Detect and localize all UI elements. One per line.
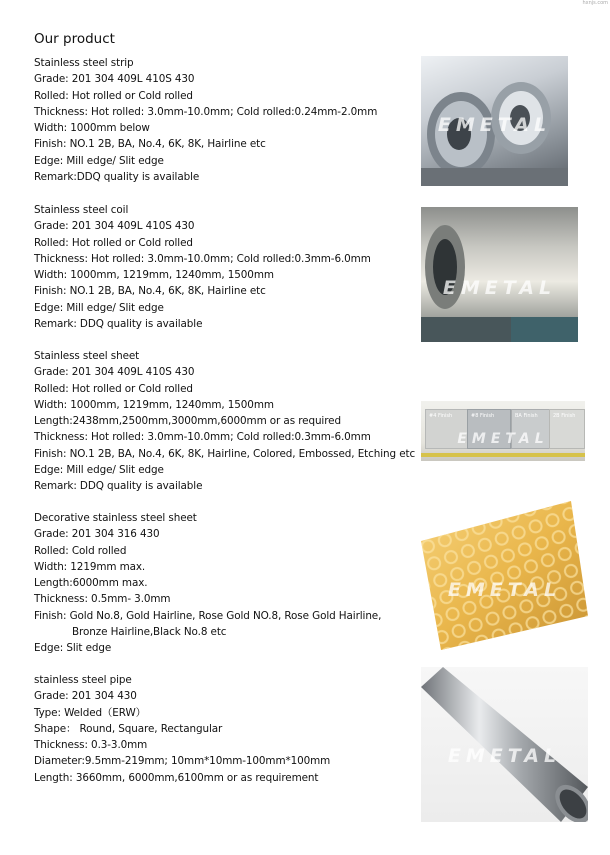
sheet-finishes-photo <box>421 401 585 461</box>
watermark: EMETAL <box>457 431 549 447</box>
product-title: Stainless steel strip <box>34 57 134 69</box>
strip-photo <box>421 56 568 186</box>
spec-grade: Grade: 201 304 409L 410S 430 <box>34 220 195 233</box>
spec-rolled: Rolled: Cold rolled <box>34 544 127 557</box>
watermark: EMETAL <box>442 277 557 299</box>
finish-sample-8: #8 Finish <box>467 409 511 449</box>
spec-length: Length: 3660mm, 6000mm,6100mm or as requirement <box>34 771 319 784</box>
spec-finish-continued: Bronze Hairline,Black No.8 etc <box>72 626 227 639</box>
corner-mark: hxnjs.com <box>582 0 608 6</box>
gold-sheet-image <box>421 501 588 650</box>
spec-grade: Grade: 201 304 409L 410S 430 <box>34 366 195 379</box>
spec-remark: Remark: DDQ quality is available <box>34 318 203 331</box>
spec-rolled: Rolled: Hot rolled or Cold rolled <box>34 236 193 249</box>
watermark: EMETAL <box>447 579 562 601</box>
spec-edge: Edge: Mill edge/ Slit edge <box>34 154 164 167</box>
finish-sample-ba: BA Finish <box>511 409 551 449</box>
decorative-sheet-photo <box>421 501 588 650</box>
spec-remark: Remark:DDQ quality is available <box>34 171 200 184</box>
watermark: EMETAL <box>447 745 562 767</box>
product-decorative-sheet <box>34 510 381 657</box>
spec-finish: Finish: NO.1 2B, BA, No.4, 6K, 8K, Hairline, Colored, Embossed, Etching etc <box>34 447 416 460</box>
spec-type: Type: Welded（ERW） <box>34 706 146 719</box>
spec-shape: Shape： Round, Square, Rectangular <box>34 722 223 735</box>
product-title: stainless steel pipe <box>34 674 132 686</box>
spec-finish: Finish: Gold No.8, Gold Hairline, Rose Gold NO.8, Rose Gold Hairline, <box>34 609 382 622</box>
pipe-photo <box>421 667 588 822</box>
spec-length: Length:2438mm,2500mm,3000mm,6000mm or as required <box>34 415 341 428</box>
spec-thickness: Thickness: Hot rolled: 3.0mm-10.0mm; Cold rolled:0.3mm-6.0mm <box>34 431 371 444</box>
product-title: Stainless steel sheet <box>34 350 140 362</box>
spec-finish: Finish: NO.1 2B, BA, No.4, 6K, 8K, Hairline etc <box>34 285 266 298</box>
spec-thickness: Thickness: Hot rolled: 3.0mm-10.0mm; Cold rolled:0.24mm-2.0mm <box>34 105 378 118</box>
spec-thickness: Thickness: 0.5mm- 3.0mm <box>34 593 171 606</box>
spec-diameter: Diameter:9.5mm-219mm; 10mm*10mm-100mm*100mm <box>34 755 331 768</box>
spec-edge: Edge: Mill edge/ Slit edge <box>34 301 164 314</box>
spec-thickness: Thickness: 0.3-3.0mm <box>34 739 148 752</box>
finish-sample-4: #4 Finish <box>425 409 469 449</box>
finish-sample-2b: 2B Finish <box>549 409 585 449</box>
spec-rolled: Rolled: Hot rolled or Cold rolled <box>34 89 193 102</box>
yellow-strip <box>421 453 585 457</box>
spec-width: Width: 1000mm, 1219mm, 1240mm, 1500mm <box>34 269 274 282</box>
spec-rolled: Rolled: Hot rolled or Cold rolled <box>34 382 193 395</box>
spec-grade: Grade: 201 304 430 <box>34 690 137 703</box>
coil-photo <box>421 207 578 342</box>
spec-grade: Grade: 201 304 316 430 <box>34 528 160 541</box>
spec-width: Width: 1000mm below <box>34 122 150 135</box>
page-title: Our product <box>34 31 115 47</box>
watermark: EMETAL <box>437 114 552 136</box>
product-sheet <box>34 348 415 495</box>
product-coil <box>34 202 371 332</box>
spec-thickness: Thickness: Hot rolled: 3.0mm-10.0mm; Cold rolled:0.3mm-6.0mm <box>34 252 371 265</box>
spec-length: Length:6000mm max. <box>34 577 148 590</box>
spec-grade: Grade: 201 304 409L 410S 430 <box>34 73 195 86</box>
spec-finish: Finish: NO.1 2B, BA, No.4, 6K, 8K, Hairline etc <box>34 138 266 151</box>
spec-width: Width: 1000mm, 1219mm, 1240mm, 1500mm <box>34 398 274 411</box>
coil-image <box>421 207 578 342</box>
spec-edge: Edge: Mill edge/ Slit edge <box>34 464 164 477</box>
product-strip <box>34 55 377 185</box>
product-pipe <box>34 672 330 786</box>
spec-width: Width: 1219mm max. <box>34 560 146 573</box>
product-title: Decorative stainless steel sheet <box>34 512 197 524</box>
spec-edge: Edge: Slit edge <box>34 642 112 655</box>
spec-remark: Remark: DDQ quality is available <box>34 480 203 493</box>
product-title: Stainless steel coil <box>34 204 129 216</box>
